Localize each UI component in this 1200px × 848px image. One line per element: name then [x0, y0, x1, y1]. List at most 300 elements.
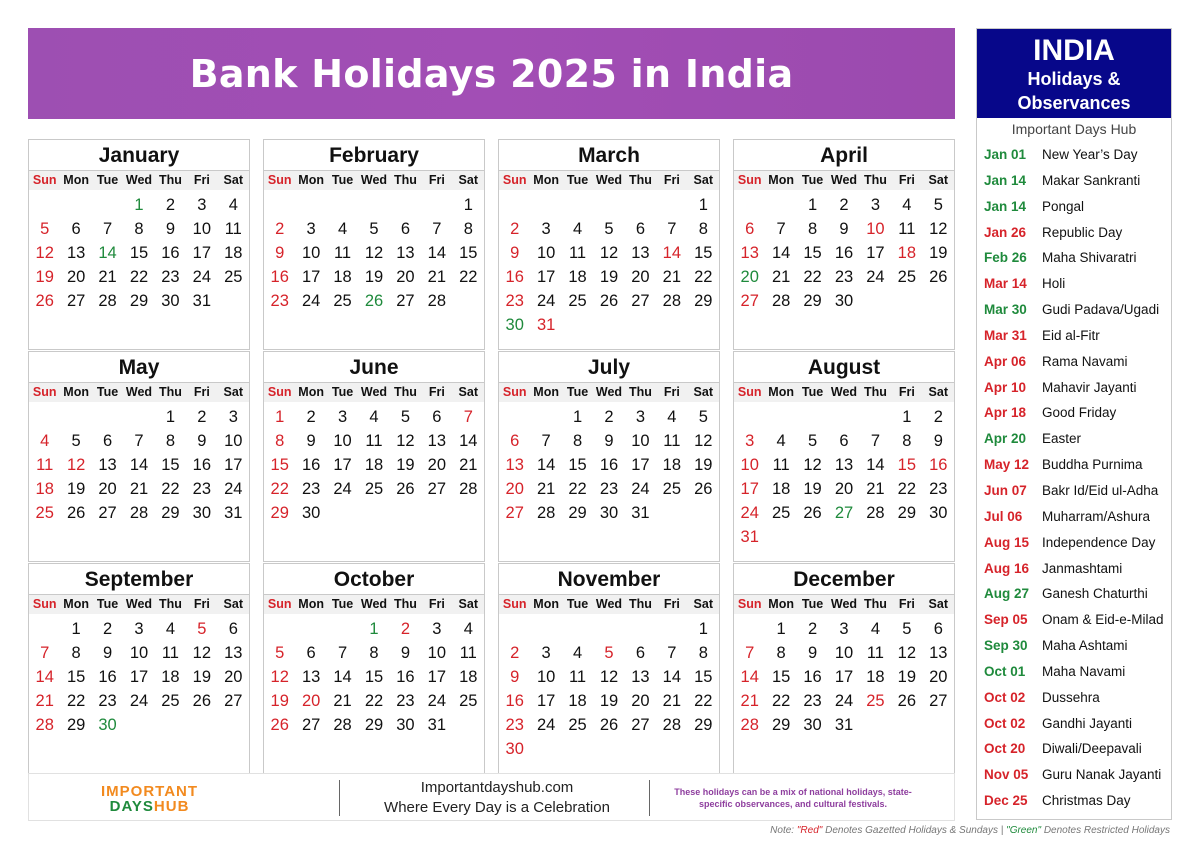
day-cell: 16: [161, 244, 180, 262]
day-grid: [29, 190, 249, 319]
holiday-row: [977, 349, 1171, 375]
day-cell: 27: [66, 292, 86, 310]
day-cell: 18: [333, 268, 352, 286]
day-cell: 30: [505, 740, 524, 758]
day-cell: 5: [197, 620, 207, 638]
day-cell: 27: [224, 692, 243, 710]
empty-cell: [656, 617, 687, 641]
day-cell: 8: [776, 644, 786, 662]
day-cell: 7: [134, 432, 144, 450]
day-cell: 24: [427, 692, 447, 710]
weekday-header: [734, 171, 954, 190]
weekday-label: Mon: [768, 173, 794, 187]
day-cell: 27: [929, 692, 948, 710]
day-cell: 23: [270, 292, 289, 310]
weekday-label: Sun: [267, 597, 292, 611]
day-cell: 10: [129, 644, 149, 662]
day-cell: 24: [192, 268, 212, 286]
weekday-header: [734, 383, 954, 402]
empty-cell: [734, 405, 765, 429]
day-cell: 28: [662, 716, 682, 734]
page-title: Bank Holidays 2025 in India: [189, 51, 794, 96]
day-cell: 11: [663, 432, 681, 450]
day-cell: 4: [870, 620, 881, 638]
day-cell: 22: [270, 480, 289, 498]
day-cell: 26: [192, 692, 212, 710]
day-cell: 5: [369, 220, 379, 238]
day-cell: 25: [364, 480, 384, 498]
day-cell: 25: [459, 692, 478, 710]
weekday-label: Wed: [830, 597, 858, 611]
day-cell: 15: [129, 244, 149, 262]
holiday-row: [977, 556, 1171, 582]
day-cell: 27: [631, 292, 650, 310]
day-cell: 3: [337, 408, 348, 426]
day-cell: 14: [98, 244, 117, 262]
day-cell: 29: [364, 716, 384, 734]
weekday-label: Sun: [502, 173, 527, 187]
holiday-date: Apr 20: [984, 431, 1027, 447]
holiday-row: [977, 788, 1171, 814]
sidebar-heading-line2: Holidays &: [1027, 69, 1121, 89]
day-cell: 9: [275, 244, 285, 262]
holiday-name: Eid al-Fitr: [1042, 327, 1100, 343]
day-cell: 20: [631, 692, 650, 710]
day-cell: 26: [897, 692, 917, 710]
empty-cell: [60, 193, 91, 217]
day-cell: 25: [897, 268, 917, 286]
empty-cell: [92, 405, 123, 429]
day-cell: 2: [604, 408, 614, 426]
day-cell: 16: [270, 268, 289, 286]
day-cell: 9: [807, 644, 818, 662]
day-cell: 7: [40, 644, 50, 662]
weekday-label: Sat: [223, 173, 243, 187]
day-cell: 16: [396, 668, 415, 686]
day-cell: 18: [459, 668, 478, 686]
day-cell: 29: [803, 292, 822, 310]
day-cell: 20: [396, 268, 415, 286]
day-cell: 24: [301, 292, 321, 310]
weekday-label: Sun: [32, 385, 57, 399]
weekday-label: Fri: [193, 385, 210, 399]
holiday-name: Maha Ashtami: [1042, 638, 1128, 654]
day-cell: 8: [902, 432, 912, 450]
day-cell: 14: [740, 668, 759, 686]
day-cell: 6: [71, 220, 81, 238]
holiday-date: Jan 14: [984, 172, 1027, 188]
day-cell: 1: [463, 196, 473, 214]
day-cell: 9: [165, 220, 176, 238]
day-cell: 29: [129, 292, 149, 310]
month-title: June: [264, 352, 484, 383]
day-cell: 3: [228, 408, 238, 426]
day-cell: 17: [536, 692, 556, 710]
weekday-label: Tue: [331, 385, 354, 399]
day-cell: 28: [459, 480, 478, 498]
empty-cell: [797, 405, 828, 429]
month-title: September: [29, 564, 249, 595]
weekday-label: Sat: [928, 385, 948, 399]
empty-cell: [765, 193, 796, 217]
holiday-date: Mar 14: [984, 276, 1027, 292]
day-cell: 1: [134, 196, 144, 214]
day-cell: 21: [129, 480, 149, 498]
holiday-date: May 12: [984, 457, 1030, 473]
day-cell: 22: [568, 480, 587, 498]
day-cell: 15: [568, 456, 587, 474]
day-cell: 17: [866, 244, 885, 262]
holiday-name: Janmashtami: [1042, 560, 1123, 576]
weekday-label: Tue: [801, 597, 824, 611]
holiday-sidebar: [976, 28, 1172, 820]
day-cell: 2: [933, 408, 943, 426]
holiday-row: [977, 504, 1171, 530]
day-cell: 10: [224, 432, 243, 450]
day-cell: 24: [129, 692, 149, 710]
day-cell: 4: [337, 220, 348, 238]
empty-cell: [499, 617, 530, 641]
weekday-label: Fri: [193, 173, 210, 187]
day-cell: 31: [834, 716, 854, 734]
day-cell: 19: [803, 480, 822, 498]
month-title: February: [264, 140, 484, 171]
sidebar-subheading: Important Days Hub: [1011, 121, 1137, 137]
day-cell: 2: [165, 196, 176, 214]
day-cell: 5: [604, 220, 614, 238]
day-cell: 16: [803, 668, 822, 686]
empty-cell: [390, 193, 421, 217]
weekday-label: Thu: [393, 173, 417, 187]
month-april: [733, 139, 955, 350]
weekday-label: Mon: [768, 385, 794, 399]
weekday-label: Thu: [158, 173, 182, 187]
day-cell: 3: [635, 408, 646, 426]
day-cell: 24: [866, 268, 885, 286]
legend-red-label: "Red": [796, 825, 823, 836]
day-cell: 23: [98, 692, 117, 710]
holiday-date: Apr 10: [984, 379, 1027, 395]
day-cell: 9: [510, 244, 520, 262]
holiday-name: Gudi Padava/Ugadi: [1042, 302, 1160, 318]
day-cell: 21: [662, 692, 682, 710]
holiday-row: [977, 762, 1171, 788]
day-grid: [264, 190, 484, 319]
day-cell: 21: [459, 456, 478, 474]
legend-red-text: Denotes Gazetted Holidays & Sundays |: [825, 825, 1004, 836]
holiday-name: Makar Sankranti: [1042, 172, 1141, 188]
holiday-row: [977, 581, 1171, 607]
day-cell: 26: [270, 716, 289, 734]
day-cell: 20: [834, 480, 854, 498]
weekday-label: Sun: [32, 173, 57, 187]
weekday-label: Fri: [428, 385, 445, 399]
day-cell: 5: [698, 408, 708, 426]
day-cell: 20: [929, 668, 948, 686]
day-cell: 13: [834, 456, 854, 474]
day-cell: 8: [134, 220, 144, 238]
day-cell: 6: [432, 408, 442, 426]
day-cell: 8: [369, 644, 379, 662]
day-cell: 3: [870, 196, 881, 214]
day-cell: 19: [599, 692, 619, 710]
day-cell: 10: [740, 456, 759, 474]
holiday-date: Oct 02: [984, 689, 1026, 705]
day-cell: 20: [66, 268, 86, 286]
weekday-label: Fri: [898, 173, 915, 187]
day-cell: 27: [834, 504, 854, 522]
holiday-row: [977, 659, 1171, 685]
day-cell: 9: [839, 220, 849, 238]
day-cell: 4: [165, 620, 176, 638]
holiday-row: [977, 271, 1171, 297]
day-cell: 5: [400, 408, 411, 426]
day-cell: 17: [301, 268, 321, 286]
day-cell: 2: [510, 644, 520, 662]
day-grid: [29, 614, 249, 743]
sidebar-heading-line3: Observances: [1017, 93, 1131, 113]
holiday-row: [977, 633, 1171, 659]
day-cell: 7: [432, 220, 442, 238]
day-cell: 22: [771, 692, 791, 710]
day-cell: 4: [667, 408, 677, 426]
month-march: [498, 139, 720, 350]
day-cell: 28: [771, 292, 791, 310]
day-cell: 2: [306, 408, 316, 426]
day-cell: 7: [776, 220, 786, 238]
empty-cell: [499, 193, 530, 217]
day-cell: 14: [866, 456, 885, 474]
day-cell: 11: [772, 456, 790, 474]
holiday-date: Aug 16: [984, 560, 1030, 576]
day-cell: 23: [301, 480, 321, 498]
day-cell: 28: [98, 292, 117, 310]
day-cell: 16: [834, 244, 854, 262]
day-cell: 13: [505, 456, 524, 474]
footer-bar: [28, 773, 955, 821]
day-cell: 12: [897, 644, 917, 662]
weekday-header: [499, 171, 719, 190]
day-cell: 2: [510, 220, 520, 238]
day-cell: 5: [604, 644, 614, 662]
day-cell: 25: [568, 292, 587, 310]
empty-cell: [499, 405, 530, 429]
day-cell: 13: [427, 432, 447, 450]
holiday-row: [977, 142, 1171, 168]
weekday-header: [499, 595, 719, 614]
day-cell: 29: [66, 716, 86, 734]
weekday-label: Wed: [360, 385, 388, 399]
day-cell: 21: [771, 268, 791, 286]
day-cell: 1: [807, 196, 818, 214]
day-cell: 15: [161, 456, 180, 474]
holiday-row: [977, 426, 1171, 452]
day-cell: 17: [333, 456, 352, 474]
holiday-date: Nov 05: [984, 767, 1029, 783]
day-grid: [499, 190, 719, 343]
day-cell: 13: [631, 244, 650, 262]
weekday-header: [734, 595, 954, 614]
day-cell: 25: [866, 692, 885, 710]
day-cell: 14: [333, 668, 352, 686]
weekday-label: Thu: [628, 173, 652, 187]
holiday-row: [977, 452, 1171, 478]
day-cell: 27: [740, 292, 759, 310]
empty-cell: [593, 193, 624, 217]
weekday-label: Mon: [533, 385, 559, 399]
holiday-name: Easter: [1042, 431, 1082, 447]
holiday-name: Pongal: [1042, 198, 1085, 214]
day-cell: 9: [102, 644, 113, 662]
holiday-name: Rama Navami: [1042, 353, 1128, 369]
day-cell: 10: [536, 668, 556, 686]
holiday-name: Mahavir Jayanti: [1042, 379, 1137, 395]
day-cell: 15: [270, 456, 289, 474]
day-cell: 15: [803, 244, 822, 262]
day-cell: 19: [270, 692, 289, 710]
day-cell: 12: [599, 244, 619, 262]
day-cell: 13: [740, 244, 759, 262]
day-cell: 13: [98, 456, 117, 474]
day-cell: 21: [333, 692, 352, 710]
day-cell: 14: [129, 456, 149, 474]
day-cell: 2: [275, 220, 285, 238]
month-title: December: [734, 564, 954, 595]
day-cell: 12: [803, 456, 822, 474]
day-cell: 12: [270, 668, 289, 686]
weekday-label: Mon: [298, 173, 324, 187]
weekday-label: Wed: [125, 385, 153, 399]
weekday-header: [29, 383, 249, 402]
holiday-row: [977, 168, 1171, 194]
site-url[interactable]: Importantdayshub.com: [420, 779, 574, 796]
day-cell: 28: [740, 716, 759, 734]
day-cell: 17: [631, 456, 650, 474]
month-title: August: [734, 352, 954, 383]
day-cell: 28: [333, 716, 352, 734]
month-may: [28, 351, 250, 562]
holiday-name: Onam & Eid-e-Milad: [1042, 612, 1164, 628]
weekday-label: Fri: [193, 597, 210, 611]
weekday-header: [264, 595, 484, 614]
weekday-label: Tue: [566, 173, 589, 187]
day-cell: 7: [667, 644, 677, 662]
day-cell: 13: [224, 644, 243, 662]
month-august: [733, 351, 955, 562]
day-cell: 7: [337, 644, 348, 662]
day-cell: 17: [427, 668, 447, 686]
day-cell: 29: [694, 292, 713, 310]
day-cell: 26: [364, 292, 384, 310]
weekday-label: Sat: [458, 173, 478, 187]
weekday-label: Tue: [96, 597, 119, 611]
day-cell: 25: [333, 292, 352, 310]
day-cell: 19: [35, 268, 54, 286]
day-cell: 8: [698, 220, 708, 238]
day-cell: 2: [400, 620, 411, 638]
weekday-label: Tue: [801, 173, 824, 187]
day-cell: 30: [192, 504, 212, 522]
day-cell: 12: [929, 220, 948, 238]
day-cell: 21: [740, 692, 759, 710]
day-cell: 17: [224, 456, 243, 474]
day-cell: 21: [662, 268, 682, 286]
day-cell: 9: [604, 432, 614, 450]
day-cell: 7: [463, 408, 473, 426]
holiday-name: Good Friday: [1042, 405, 1117, 421]
day-cell: 13: [301, 668, 321, 686]
day-cell: 21: [98, 268, 117, 286]
day-cell: 18: [897, 244, 917, 262]
day-cell: 13: [396, 244, 415, 262]
holiday-date: Jul 06: [984, 508, 1023, 524]
weekday-label: Sat: [693, 597, 713, 611]
day-cell: 20: [740, 268, 759, 286]
day-cell: 17: [834, 668, 854, 686]
day-cell: 20: [505, 480, 524, 498]
day-cell: 20: [301, 692, 321, 710]
day-cell: 20: [427, 456, 447, 474]
day-cell: 9: [510, 668, 520, 686]
month-december: [733, 563, 955, 774]
day-cell: 21: [427, 268, 447, 286]
day-cell: 1: [902, 408, 912, 426]
day-cell: 12: [35, 244, 54, 262]
day-cell: 14: [662, 668, 682, 686]
empty-cell: [29, 193, 60, 217]
day-cell: 22: [694, 268, 713, 286]
weekday-label: Wed: [360, 173, 388, 187]
holiday-date: Sep 30: [984, 638, 1028, 654]
day-cell: 30: [161, 292, 180, 310]
day-cell: 28: [35, 716, 54, 734]
day-cell: 16: [505, 268, 524, 286]
day-grid: [264, 614, 484, 743]
day-cell: 20: [98, 480, 117, 498]
day-cell: 23: [834, 268, 854, 286]
day-cell: 28: [427, 292, 447, 310]
weekday-label: Sun: [267, 173, 292, 187]
holiday-date: Sep 05: [984, 612, 1028, 628]
day-cell: 21: [35, 692, 54, 710]
weekday-label: Wed: [595, 597, 623, 611]
holiday-name: Guru Nanak Jayanti: [1042, 767, 1162, 783]
holiday-date: Jun 07: [984, 482, 1027, 498]
day-cell: 10: [631, 432, 650, 450]
day-cell: 17: [536, 268, 556, 286]
weekday-label: Sun: [267, 385, 292, 399]
day-cell: 11: [568, 668, 587, 686]
footer-divider: [649, 780, 650, 816]
day-cell: 9: [933, 432, 943, 450]
day-cell: 8: [71, 644, 81, 662]
day-cell: 10: [192, 220, 212, 238]
day-cell: 2: [807, 620, 818, 638]
day-cell: 11: [365, 432, 383, 450]
month-title: April: [734, 140, 954, 171]
day-cell: 10: [301, 244, 321, 262]
weekday-label: Sun: [737, 597, 762, 611]
day-cell: 18: [161, 668, 180, 686]
day-cell: 9: [400, 644, 411, 662]
holiday-row: [977, 400, 1171, 426]
weekday-label: Thu: [393, 597, 417, 611]
month-title: January: [29, 140, 249, 171]
day-cell: 4: [463, 620, 473, 638]
day-cell: 24: [740, 504, 759, 522]
day-cell: 27: [396, 292, 415, 310]
weekday-label: Fri: [898, 597, 915, 611]
